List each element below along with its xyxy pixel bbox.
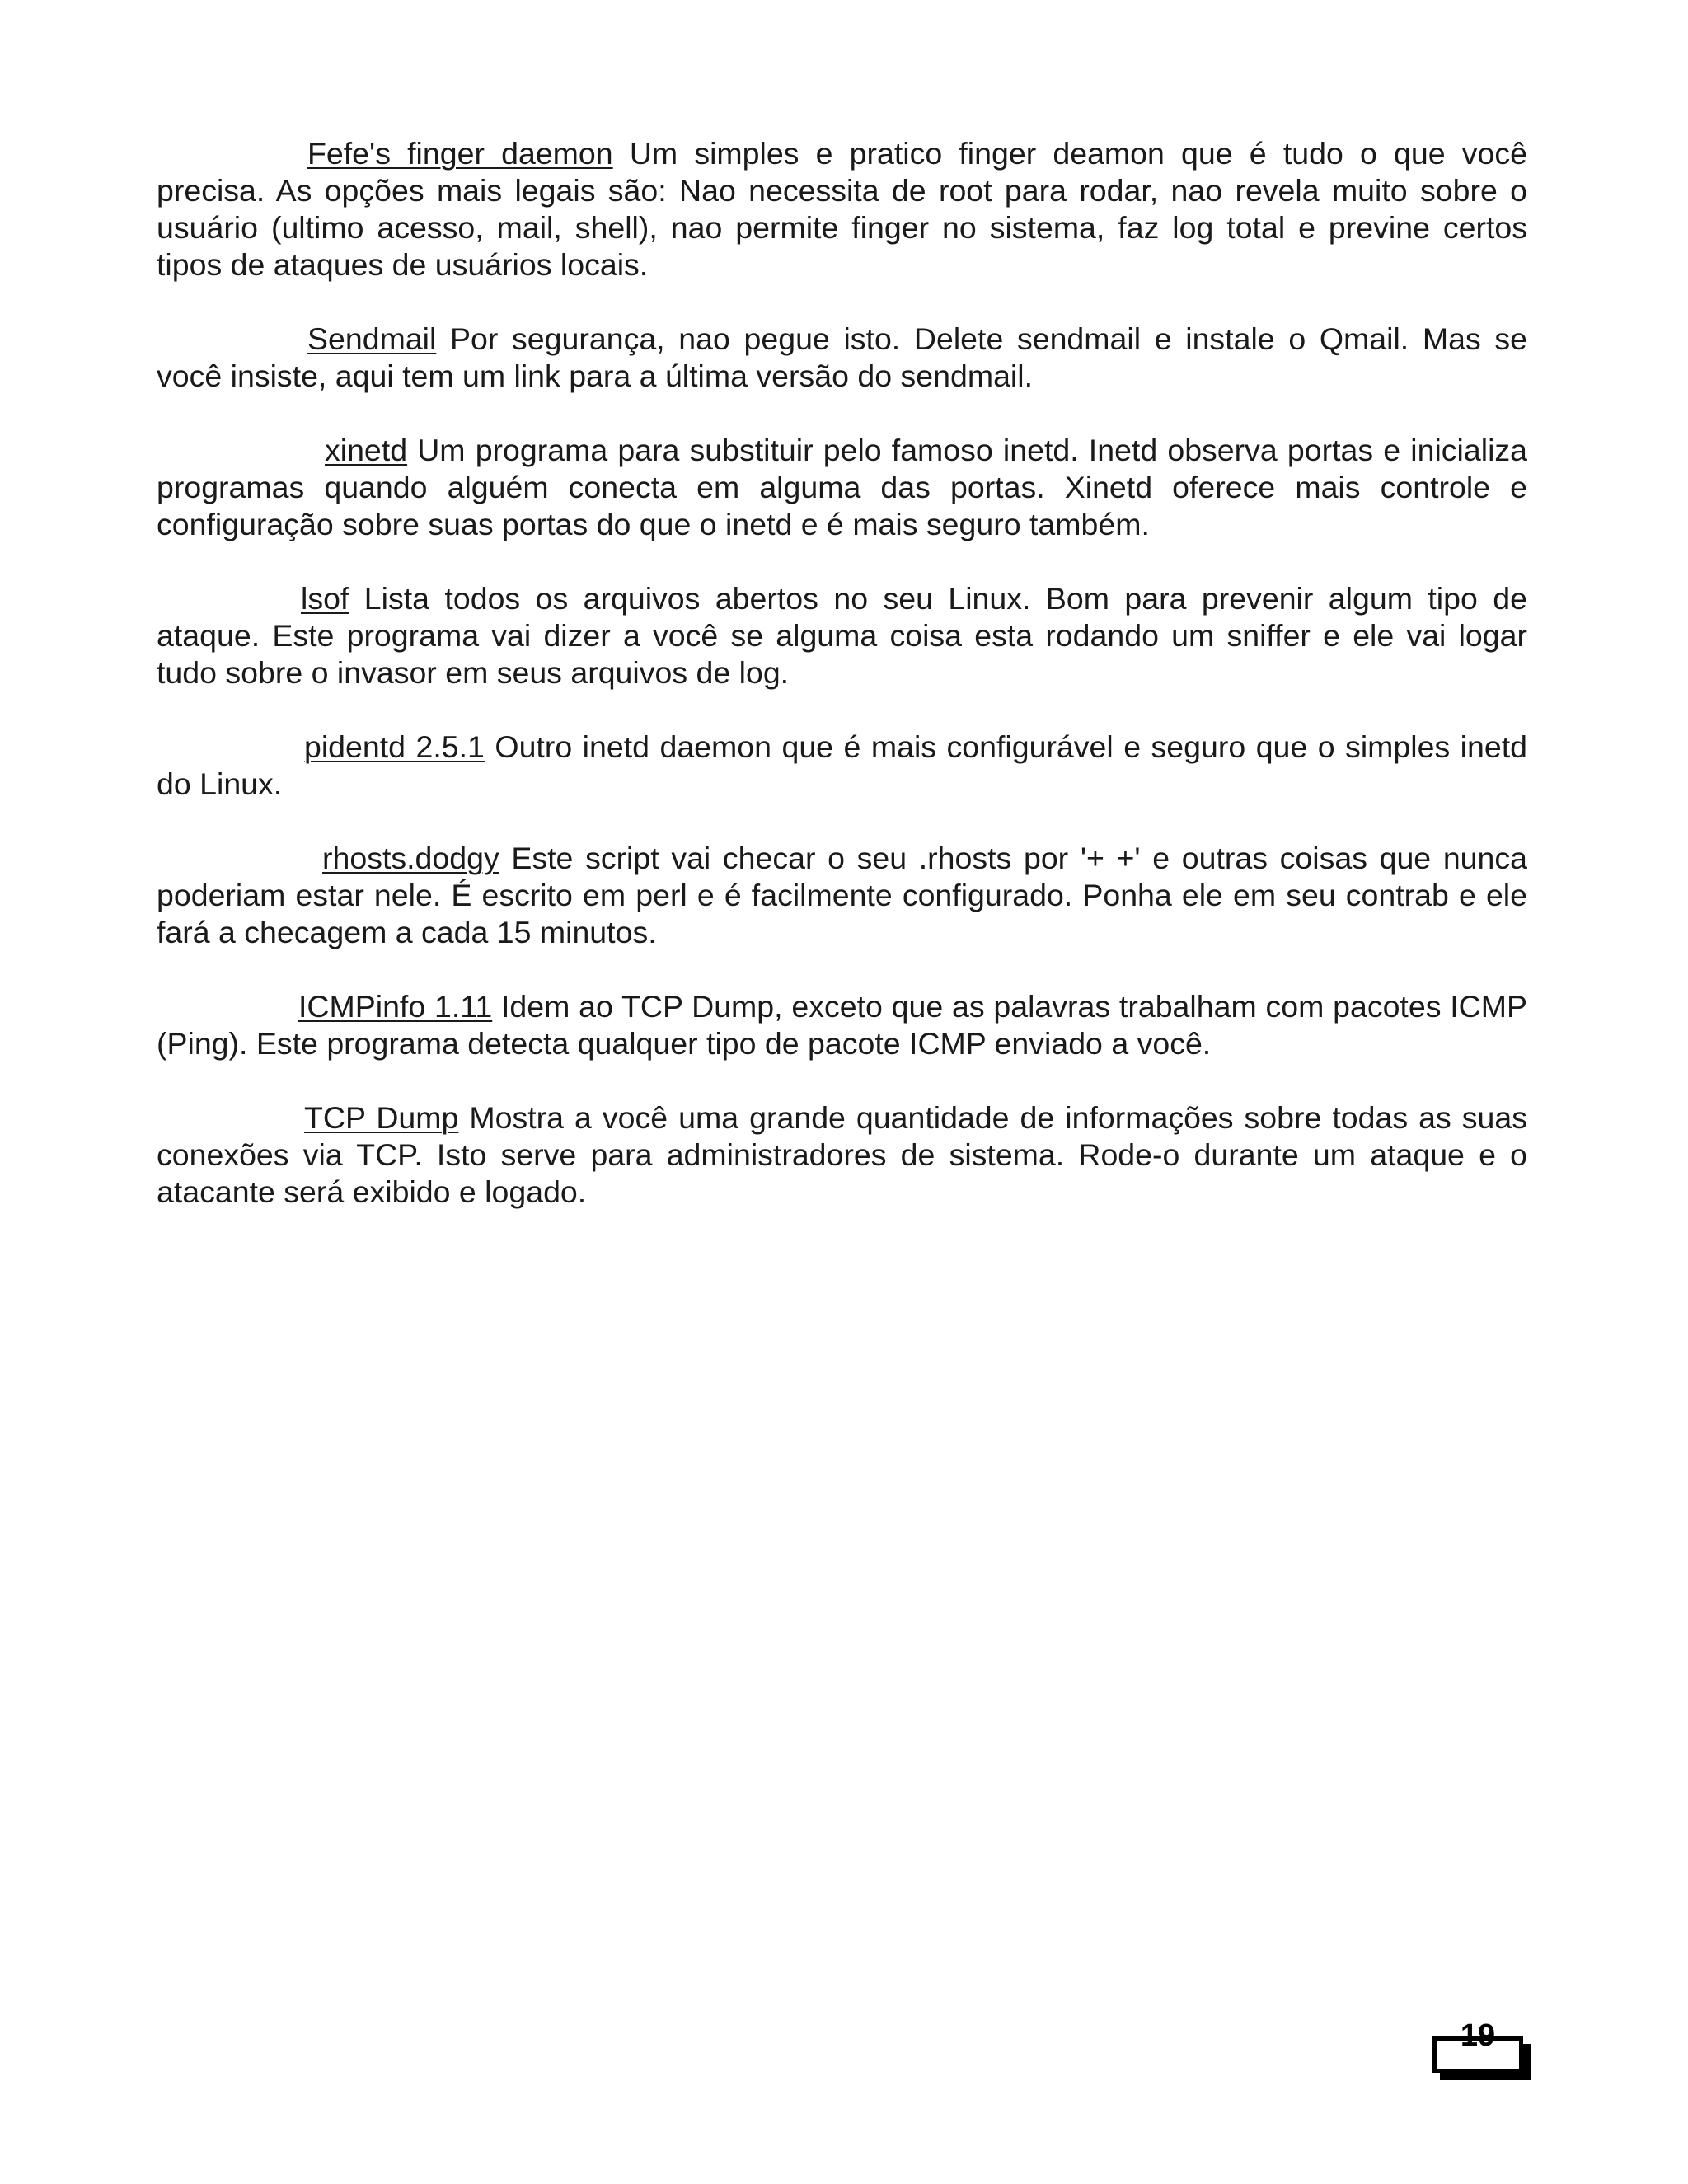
entry-xinetd xyxy=(157,432,1527,543)
link-fefes-finger-daemon[interactable]: Fefe's finger daemon xyxy=(307,136,613,171)
page-number-box xyxy=(1432,2018,1523,2073)
entry-description: Mostra a você uma grande quantidade de informações sobre todas as suas conexões via TCP. Isto serve para administradores de sistema. Rode-o durante um ataque e o atacante será exibido e logado. xyxy=(157,1100,1527,1209)
document-body xyxy=(157,135,1527,1248)
entry-description: Um programa para substituir pelo famoso inetd. Inetd observa portas e inicializa programas quando alguém conecta em alguma das portas. Xinetd oferece mais controle e configuração sobre suas portas do que o inetd e é mais seguro também. xyxy=(157,433,1527,541)
link-rhosts-dodgy[interactable]: rhosts.dodgy xyxy=(322,841,499,875)
entry-description: Outro inetd daemon que é mais configurável e seguro que o simples inetd do Linux. xyxy=(157,729,1527,801)
link-sendmail[interactable]: Sendmail xyxy=(307,321,437,356)
entry-description: Este script vai checar o seu .rhosts por '+ +' e outras coisas que nunca poderiam estar nele. É escrito em perl e é facilmente configurado. Ponha ele em seu contrab e ele fará a checagem a cada 15 minutos. xyxy=(157,841,1527,949)
entry-rhosts-dodgy xyxy=(157,840,1527,951)
entry-fefes-finger-daemon xyxy=(157,135,1527,284)
entry-sendmail xyxy=(157,321,1527,395)
entry-pidentd xyxy=(157,729,1527,803)
link-xinetd[interactable]: xinetd xyxy=(325,433,408,467)
link-pidentd[interactable]: pidentd 2.5.1 xyxy=(304,729,485,764)
link-lsof[interactable]: lsof xyxy=(301,581,349,616)
entry-description: Por segurança, nao pegue isto. Delete sendmail e instale o Qmail. Mas se você insiste, aqui tem um link para a última versão do sendmail. xyxy=(157,321,1527,393)
entry-icmpinfo xyxy=(157,988,1527,1062)
link-tcp-dump[interactable]: TCP Dump xyxy=(304,1100,459,1135)
entry-description: Idem ao TCP Dump, exceto que as palavras trabalham com pacotes ICMP (Ping). Este programa detecta qualquer tipo de pacote ICMP enviado a você. xyxy=(157,989,1527,1061)
entry-lsof xyxy=(157,580,1527,691)
entry-tcp-dump xyxy=(157,1099,1527,1211)
link-icmpinfo[interactable]: ICMPinfo 1.11 xyxy=(298,989,493,1024)
page-number: 19 xyxy=(1460,2018,1496,2053)
entry-description: Um simples e pratico finger deamon que é tudo o que você precisa. As opções mais legais são: Nao necessita de root para rodar, nao revela muito sobre o usuário (ultimo acesso, mail, shell), nao permite finger no sistema, faz log total e previne certos tipos de ataques de usuários locais. xyxy=(157,136,1528,282)
entry-description: Lista todos os arquivos abertos no seu Linux. Bom para prevenir algum tipo de ataque. Este programa vai dizer a você se alguma coisa esta rodando um sniffer e ele vai logar tudo sobre o invasor em seus arquivos de log. xyxy=(157,581,1527,690)
